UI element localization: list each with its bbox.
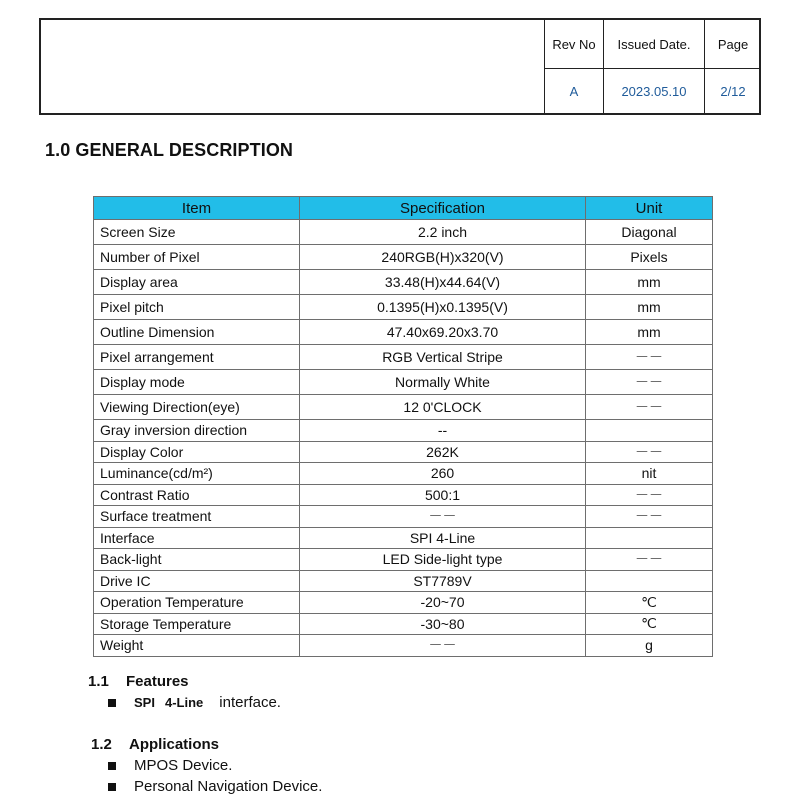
applications-title: Applications — [129, 736, 220, 753]
spec-item-cell: Display Color — [94, 441, 300, 463]
spec-unit-cell — [586, 420, 713, 442]
spec-value-cell: RGB Vertical Stripe — [300, 345, 586, 370]
table-row — [94, 420, 713, 442]
table-row — [94, 570, 713, 592]
spec-item-cell: Outline Dimension — [94, 320, 300, 345]
spec-item-cell: Weight — [94, 635, 300, 657]
bullet-square-icon — [108, 699, 116, 707]
spec-unit-cell: nit — [586, 463, 713, 485]
spec-item-cell: Contrast Ratio — [94, 484, 300, 506]
column-header-item: Item — [94, 197, 300, 220]
table-row — [94, 527, 713, 549]
table-row — [94, 463, 713, 485]
spec-value-cell: 500:1 — [300, 484, 586, 506]
feature-bold-text: SPI — [134, 695, 155, 710]
spec-item-cell: Viewing Direction(eye) — [94, 395, 300, 420]
table-row — [94, 613, 713, 635]
spec-item-cell: Back-light — [94, 549, 300, 571]
spec-item-cell: Operation Temperature — [94, 592, 300, 614]
applications-number: 1.2 — [91, 736, 112, 753]
spec-unit-cell — [586, 570, 713, 592]
spec-unit-cell: －－ — [586, 441, 713, 463]
table-row — [94, 441, 713, 463]
column-header-specification: Specification — [300, 197, 586, 220]
spec-value-cell: 47.40x69.20x3.70 — [300, 320, 586, 345]
spec-value-cell: -- — [300, 420, 586, 442]
spec-unit-cell: mm — [586, 320, 713, 345]
spec-item-cell: Interface — [94, 527, 300, 549]
table-row — [94, 320, 713, 345]
spec-value-cell: SPI 4-Line — [300, 527, 586, 549]
spec-value-cell: LED Side-light type — [300, 549, 586, 571]
feature-bold-text: 4-Line — [164, 695, 204, 710]
page-value: 2/12 — [720, 84, 746, 99]
spec-item-cell: Pixel arrangement — [94, 345, 300, 370]
spec-table — [93, 196, 713, 657]
issued-date-label: Issued Date. — [617, 36, 691, 52]
features-heading — [88, 673, 189, 690]
spec-value-cell: 2.2 inch — [300, 220, 586, 245]
spec-unit-cell: －－ — [586, 395, 713, 420]
features-title: Features — [126, 673, 189, 690]
table-row — [94, 592, 713, 614]
spec-value-cell: 260 — [300, 463, 586, 485]
spec-unit-cell: －－ — [586, 549, 713, 571]
spec-value-cell: －－ — [300, 635, 586, 657]
application-item — [108, 778, 322, 795]
spec-value-cell: －－ — [300, 506, 586, 528]
table-row — [94, 506, 713, 528]
bullet-square-icon — [108, 762, 116, 770]
spec-unit-cell — [586, 527, 713, 549]
spec-item-cell: Number of Pixel — [94, 245, 300, 270]
spec-unit-cell: mm — [586, 295, 713, 320]
spec-item-cell: Luminance(cd/m²) — [94, 463, 300, 485]
spec-value-cell: 262K — [300, 441, 586, 463]
table-row — [94, 635, 713, 657]
spec-value-cell: -30~80 — [300, 613, 586, 635]
feature-item — [108, 694, 281, 711]
spec-unit-cell: g — [586, 635, 713, 657]
table-row — [94, 549, 713, 571]
feature-text: interface. — [219, 694, 281, 711]
spec-value-cell: 12 0'CLOCK — [300, 395, 586, 420]
spec-item-cell: Display mode — [94, 370, 300, 395]
spec-unit-cell: ℃ — [586, 592, 713, 614]
spec-item-cell: Storage Temperature — [94, 613, 300, 635]
spec-item-cell: Drive IC — [94, 570, 300, 592]
applications-heading — [91, 736, 219, 753]
table-row — [94, 395, 713, 420]
spec-item-cell: Surface treatment — [94, 506, 300, 528]
spec-unit-cell: －－ — [586, 370, 713, 395]
spec-value-cell: 0.1395(H)x0.1395(V) — [300, 295, 586, 320]
spec-value-cell: -20~70 — [300, 592, 586, 614]
spec-unit-cell: －－ — [586, 345, 713, 370]
application-text: MPOS Device. — [134, 757, 233, 774]
features-number: 1.1 — [88, 673, 109, 690]
rev-no-label: Rev No — [552, 36, 596, 52]
page-label: Page — [717, 36, 749, 52]
column-header-unit: Unit — [586, 197, 713, 220]
spec-unit-cell: ℃ — [586, 613, 713, 635]
document-header-block — [39, 18, 761, 115]
spec-item-cell: Pixel pitch — [94, 295, 300, 320]
table-row — [94, 245, 713, 270]
spec-unit-cell: Diagonal — [586, 220, 713, 245]
spec-value-cell: 33.48(H)x44.64(V) — [300, 270, 586, 295]
spec-unit-cell: －－ — [586, 506, 713, 528]
table-row — [94, 345, 713, 370]
spec-value-cell: 240RGB(H)x320(V) — [300, 245, 586, 270]
issued-date-value: 2023.05.10 — [621, 84, 687, 99]
table-row — [94, 295, 713, 320]
table-row — [94, 370, 713, 395]
spec-unit-cell: －－ — [586, 484, 713, 506]
rev-no-value: A — [569, 84, 579, 99]
spec-value-cell: ST7789V — [300, 570, 586, 592]
bullet-square-icon — [108, 783, 116, 791]
spec-value-cell: Normally White — [300, 370, 586, 395]
spec-unit-cell: mm — [586, 270, 713, 295]
table-row — [94, 484, 713, 506]
table-row — [94, 220, 713, 245]
application-text: Personal Navigation Device. — [134, 778, 323, 795]
spec-unit-cell: Pixels — [586, 245, 713, 270]
spec-item-cell: Gray inversion direction — [94, 420, 300, 442]
section-title: 1.0 GENERAL DESCRIPTION — [45, 140, 294, 160]
application-item — [108, 757, 232, 774]
spec-item-cell: Display area — [94, 270, 300, 295]
spec-table-header-row — [94, 197, 713, 220]
spec-item-cell: Screen Size — [94, 220, 300, 245]
table-row — [94, 270, 713, 295]
